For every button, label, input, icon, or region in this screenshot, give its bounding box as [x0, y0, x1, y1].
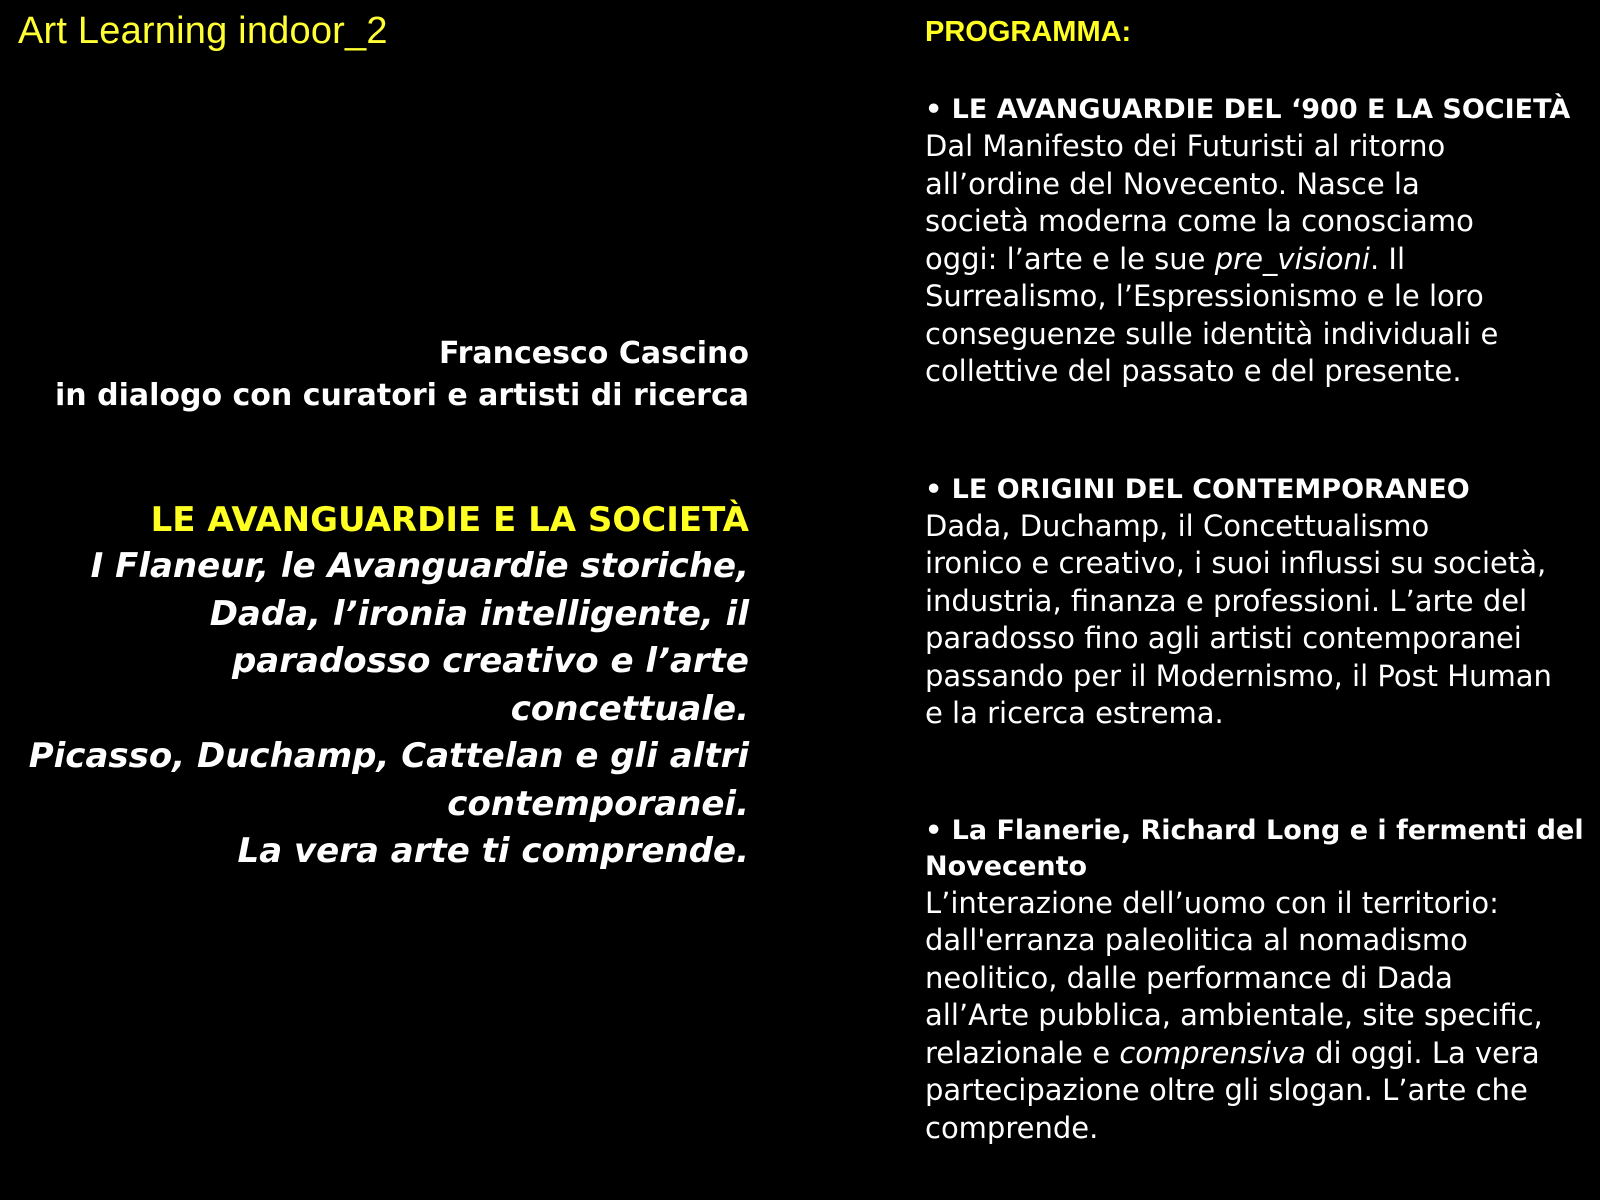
- slide-title: Art Learning indoor_2: [18, 10, 388, 52]
- program-section-2: [925, 472, 1575, 733]
- section-line: Surrealismo, l’Espressionismo e le loro: [925, 279, 1484, 313]
- section-line: società moderna come la conosciamo: [925, 204, 1474, 238]
- section-line: e la ricerca estrema.: [925, 696, 1224, 730]
- line-part: oggi: l’arte e le sue: [925, 241, 1215, 276]
- section-line: comprende.: [925, 1110, 1099, 1145]
- event-info: [19, 333, 749, 876]
- section-line: conseguenze sulle identità individuali e: [925, 316, 1499, 351]
- section-line: Dada, Duchamp, il Concettualismo: [925, 508, 1430, 543]
- section-line: all’ordine del Novecento. Nasce la: [925, 166, 1420, 201]
- section-body: [925, 508, 1575, 733]
- program-section-1: [925, 92, 1575, 391]
- topic-line: Picasso, Duchamp, Cattelan e gli altri: [28, 736, 749, 776]
- section-line: Dal Manifesto dei Futuristi al ritorno: [925, 129, 1446, 163]
- section-line: dall'erranza paleolitica al nomadismo: [925, 923, 1468, 957]
- section-heading: • LE ORIGINI DEL CONTEMPORANEO: [925, 473, 1470, 505]
- topic-line: Dada, l’ironia intelligente, il: [209, 593, 749, 634]
- program-label: PROGRAMMA:: [925, 16, 1132, 48]
- emphasis: pre_visioni: [1214, 241, 1370, 276]
- topic-line: contemporanei.: [447, 783, 749, 824]
- section-heading: • LE AVANGUARDIE DEL ‘900 E LA SOCIETÀ: [925, 94, 1571, 125]
- section-body: [925, 128, 1575, 391]
- section-line: ironico e creativo, i suoi influssi su società,: [925, 546, 1547, 580]
- line-part: . Il: [1369, 241, 1406, 276]
- section-line: collettive del passato e del presente.: [925, 354, 1462, 388]
- topic-line: La vera arte ti comprende.: [237, 831, 749, 871]
- topic-title: LE AVANGUARDIE E LA SOCIETÀ: [150, 500, 749, 540]
- topic-line: paradosso creativo e l’arte: [231, 641, 749, 681]
- emphasis: comprensiva: [1119, 1035, 1306, 1070]
- section-heading: • La Flanerie, Richard Long e i fermenti del: [925, 814, 1584, 846]
- section-line: [925, 241, 1575, 279]
- section-line: partecipazione oltre gli slogan. L’arte che: [925, 1073, 1528, 1107]
- section-line: all’Arte pubblica, ambientale, site specific,: [925, 998, 1543, 1032]
- section-body: [925, 885, 1575, 1148]
- section-line: neolitico, dalle performance di Dada: [925, 960, 1453, 995]
- line-part: relazionale e: [925, 1035, 1120, 1070]
- program: [925, 12, 1584, 1147]
- section-line: L’interazione dell’uomo con il territorio:: [925, 885, 1499, 920]
- section-line: paradosso fino agli artisti contemporanei: [925, 621, 1522, 655]
- dialogue-subtitle: in dialogo con curatori e artisti di ricerca: [55, 378, 749, 413]
- section-line: [925, 1035, 1575, 1073]
- topic-line: concettuale.: [510, 688, 749, 729]
- section-line: industria, finanza e professioni. L’arte del: [925, 583, 1528, 618]
- line-part: di oggi. La vera: [1305, 1035, 1540, 1070]
- speaker-name: Francesco Cascino: [439, 336, 749, 371]
- section-heading: Novecento: [925, 850, 1088, 882]
- section-line: passando per il Modernismo, il Post Human: [925, 658, 1552, 693]
- program-section-3: [925, 813, 1584, 1148]
- topic-line: I Flaneur, le Avanguardie storiche,: [90, 546, 749, 586]
- topic-description: [19, 543, 749, 876]
